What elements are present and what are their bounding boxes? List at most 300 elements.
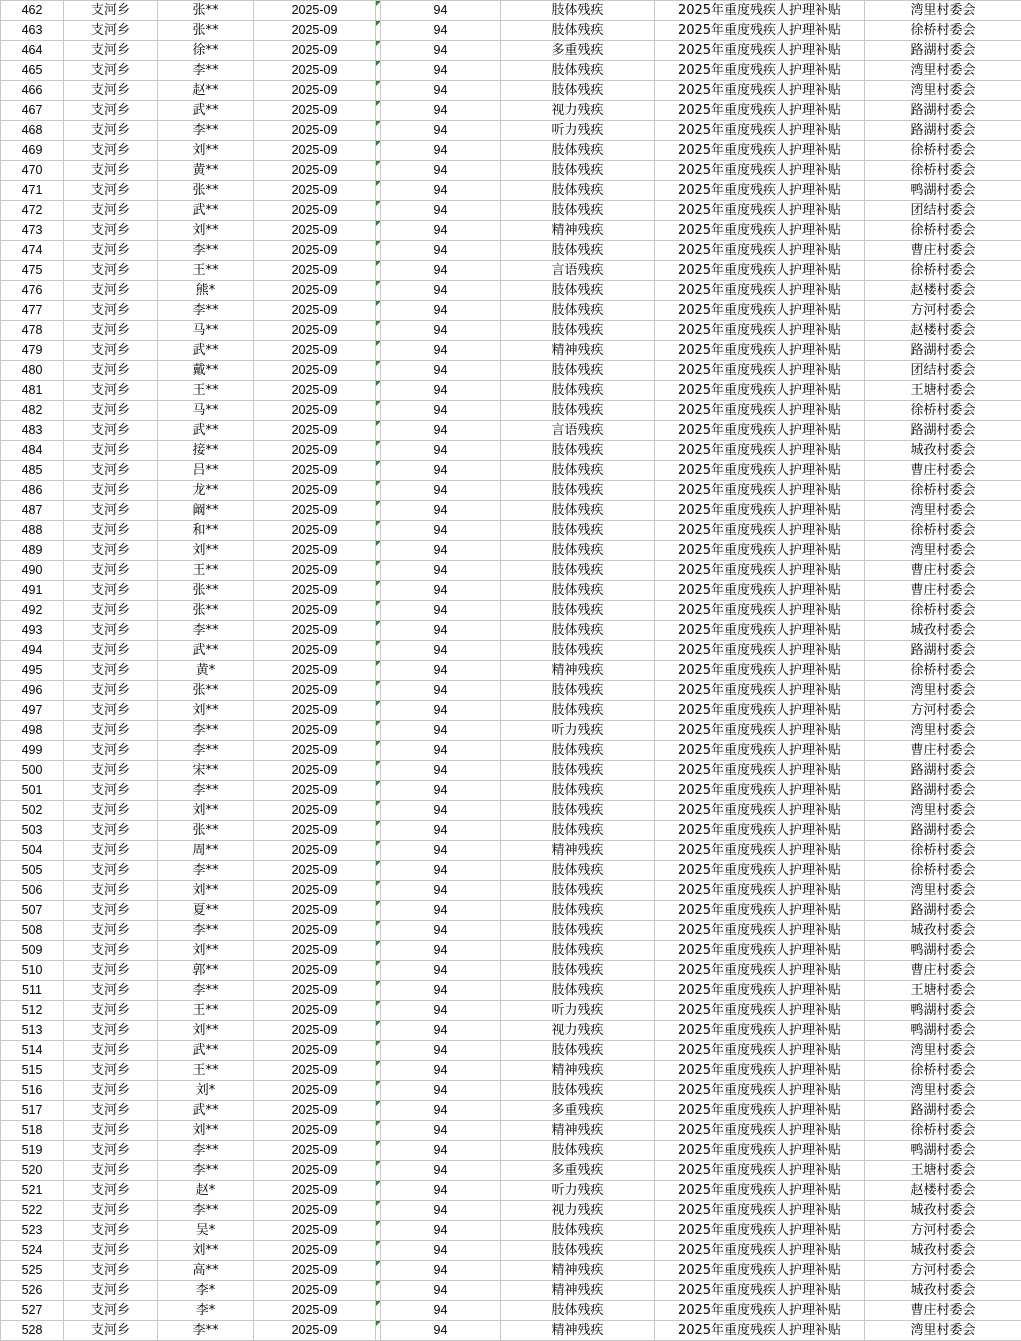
period-cell[interactable]: 2025-09 — [254, 901, 376, 921]
village-cell[interactable]: 湾里村委会 — [865, 81, 1021, 101]
amount-cell[interactable]: 94 — [381, 1201, 501, 1221]
village-cell[interactable]: 路湖村委会 — [865, 781, 1021, 801]
blank-cell[interactable] — [376, 1161, 381, 1181]
name-cell[interactable]: 马** — [158, 321, 254, 341]
period-cell[interactable]: 2025-09 — [254, 761, 376, 781]
disability-type-cell[interactable]: 言语残疾 — [501, 261, 655, 281]
blank-cell[interactable] — [376, 621, 381, 641]
village-cell[interactable]: 路湖村委会 — [865, 901, 1021, 921]
name-cell[interactable]: 黄** — [158, 161, 254, 181]
township-cell[interactable]: 支河乡 — [64, 701, 158, 721]
township-cell[interactable]: 支河乡 — [64, 141, 158, 161]
township-cell[interactable]: 支河乡 — [64, 861, 158, 881]
name-cell[interactable]: 武** — [158, 341, 254, 361]
subsidy-item-cell[interactable]: 2025年重度残疾人护理补贴 — [655, 1321, 865, 1341]
subsidy-item-cell[interactable]: 2025年重度残疾人护理补贴 — [655, 741, 865, 761]
name-cell[interactable]: 王** — [158, 261, 254, 281]
row-number-cell[interactable]: 462 — [1, 1, 64, 21]
amount-cell[interactable]: 94 — [381, 561, 501, 581]
row-number-cell[interactable]: 477 — [1, 301, 64, 321]
row-number-cell[interactable]: 499 — [1, 741, 64, 761]
name-cell[interactable]: 武** — [158, 1101, 254, 1121]
subsidy-item-cell[interactable]: 2025年重度残疾人护理补贴 — [655, 41, 865, 61]
township-cell[interactable]: 支河乡 — [64, 781, 158, 801]
township-cell[interactable]: 支河乡 — [64, 21, 158, 41]
row-number-cell[interactable]: 523 — [1, 1221, 64, 1241]
village-cell[interactable]: 路湖村委会 — [865, 41, 1021, 61]
township-cell[interactable]: 支河乡 — [64, 901, 158, 921]
disability-type-cell[interactable]: 精神残疾 — [501, 1061, 655, 1081]
village-cell[interactable]: 曹庄村委会 — [865, 241, 1021, 261]
township-cell[interactable]: 支河乡 — [64, 301, 158, 321]
subsidy-item-cell[interactable]: 2025年重度残疾人护理补贴 — [655, 1201, 865, 1221]
name-cell[interactable]: 武** — [158, 101, 254, 121]
township-cell[interactable]: 支河乡 — [64, 101, 158, 121]
township-cell[interactable]: 支河乡 — [64, 741, 158, 761]
township-cell[interactable]: 支河乡 — [64, 1081, 158, 1101]
amount-cell[interactable]: 94 — [381, 241, 501, 261]
subsidy-item-cell[interactable]: 2025年重度残疾人护理补贴 — [655, 921, 865, 941]
period-cell[interactable]: 2025-09 — [254, 141, 376, 161]
period-cell[interactable]: 2025-09 — [254, 1241, 376, 1261]
row-number-cell[interactable]: 504 — [1, 841, 64, 861]
name-cell[interactable]: 张** — [158, 1, 254, 21]
name-cell[interactable]: 李* — [158, 1301, 254, 1321]
township-cell[interactable]: 支河乡 — [64, 641, 158, 661]
name-cell[interactable]: 黄* — [158, 661, 254, 681]
disability-type-cell[interactable]: 肢体残疾 — [501, 501, 655, 521]
disability-type-cell[interactable]: 肢体残疾 — [501, 1301, 655, 1321]
period-cell[interactable]: 2025-09 — [254, 481, 376, 501]
row-number-cell[interactable]: 480 — [1, 361, 64, 381]
township-cell[interactable]: 支河乡 — [64, 261, 158, 281]
name-cell[interactable]: 王** — [158, 381, 254, 401]
amount-cell[interactable]: 94 — [381, 501, 501, 521]
blank-cell[interactable] — [376, 381, 381, 401]
blank-cell[interactable] — [376, 821, 381, 841]
name-cell[interactable]: 夏** — [158, 901, 254, 921]
disability-type-cell[interactable]: 肢体残疾 — [501, 801, 655, 821]
township-cell[interactable]: 支河乡 — [64, 1241, 158, 1261]
amount-cell[interactable]: 94 — [381, 1141, 501, 1161]
disability-type-cell[interactable]: 精神残疾 — [501, 661, 655, 681]
name-cell[interactable]: 张** — [158, 821, 254, 841]
amount-cell[interactable]: 94 — [381, 221, 501, 241]
row-number-cell[interactable]: 518 — [1, 1121, 64, 1141]
village-cell[interactable]: 湾里村委会 — [865, 1041, 1021, 1061]
row-number-cell[interactable]: 472 — [1, 201, 64, 221]
name-cell[interactable]: 马** — [158, 401, 254, 421]
village-cell[interactable]: 湾里村委会 — [865, 61, 1021, 81]
blank-cell[interactable] — [376, 681, 381, 701]
village-cell[interactable]: 路湖村委会 — [865, 101, 1021, 121]
blank-cell[interactable] — [376, 901, 381, 921]
period-cell[interactable]: 2025-09 — [254, 1281, 376, 1301]
village-cell[interactable]: 团结村委会 — [865, 361, 1021, 381]
disability-type-cell[interactable]: 肢体残疾 — [501, 781, 655, 801]
name-cell[interactable]: 李** — [158, 921, 254, 941]
village-cell[interactable]: 徐桥村委会 — [865, 401, 1021, 421]
disability-type-cell[interactable]: 肢体残疾 — [501, 941, 655, 961]
amount-cell[interactable]: 94 — [381, 1301, 501, 1321]
row-number-cell[interactable]: 490 — [1, 561, 64, 581]
row-number-cell[interactable]: 487 — [1, 501, 64, 521]
amount-cell[interactable]: 94 — [381, 1261, 501, 1281]
subsidy-item-cell[interactable]: 2025年重度残疾人护理补贴 — [655, 1021, 865, 1041]
name-cell[interactable]: 宋** — [158, 761, 254, 781]
disability-type-cell[interactable]: 肢体残疾 — [501, 981, 655, 1001]
amount-cell[interactable]: 94 — [381, 1081, 501, 1101]
blank-cell[interactable] — [376, 261, 381, 281]
row-number-cell[interactable]: 470 — [1, 161, 64, 181]
period-cell[interactable]: 2025-09 — [254, 741, 376, 761]
subsidy-item-cell[interactable]: 2025年重度残疾人护理补贴 — [655, 221, 865, 241]
village-cell[interactable]: 曹庄村委会 — [865, 561, 1021, 581]
period-cell[interactable]: 2025-09 — [254, 821, 376, 841]
village-cell[interactable]: 徐桥村委会 — [865, 21, 1021, 41]
township-cell[interactable]: 支河乡 — [64, 501, 158, 521]
name-cell[interactable]: 王** — [158, 561, 254, 581]
subsidy-item-cell[interactable]: 2025年重度残疾人护理补贴 — [655, 1221, 865, 1241]
period-cell[interactable]: 2025-09 — [254, 621, 376, 641]
township-cell[interactable]: 支河乡 — [64, 921, 158, 941]
period-cell[interactable]: 2025-09 — [254, 61, 376, 81]
row-number-cell[interactable]: 526 — [1, 1281, 64, 1301]
township-cell[interactable]: 支河乡 — [64, 941, 158, 961]
amount-cell[interactable]: 94 — [381, 421, 501, 441]
period-cell[interactable]: 2025-09 — [254, 681, 376, 701]
period-cell[interactable]: 2025-09 — [254, 1081, 376, 1101]
subsidy-item-cell[interactable]: 2025年重度残疾人护理补贴 — [655, 581, 865, 601]
name-cell[interactable]: 刘** — [158, 1021, 254, 1041]
village-cell[interactable]: 曹庄村委会 — [865, 581, 1021, 601]
period-cell[interactable]: 2025-09 — [254, 301, 376, 321]
period-cell[interactable]: 2025-09 — [254, 181, 376, 201]
period-cell[interactable]: 2025-09 — [254, 1041, 376, 1061]
village-cell[interactable]: 湾里村委会 — [865, 801, 1021, 821]
subsidy-item-cell[interactable]: 2025年重度残疾人护理补贴 — [655, 961, 865, 981]
township-cell[interactable]: 支河乡 — [64, 561, 158, 581]
subsidy-item-cell[interactable]: 2025年重度残疾人护理补贴 — [655, 781, 865, 801]
period-cell[interactable]: 2025-09 — [254, 1221, 376, 1241]
period-cell[interactable]: 2025-09 — [254, 441, 376, 461]
period-cell[interactable]: 2025-09 — [254, 1141, 376, 1161]
period-cell[interactable]: 2025-09 — [254, 981, 376, 1001]
name-cell[interactable]: 李** — [158, 861, 254, 881]
period-cell[interactable]: 2025-09 — [254, 961, 376, 981]
name-cell[interactable]: 刘** — [158, 801, 254, 821]
row-number-cell[interactable]: 467 — [1, 101, 64, 121]
name-cell[interactable]: 吕** — [158, 461, 254, 481]
subsidy-item-cell[interactable]: 2025年重度残疾人护理补贴 — [655, 81, 865, 101]
name-cell[interactable]: 李** — [158, 1201, 254, 1221]
period-cell[interactable]: 2025-09 — [254, 1, 376, 21]
township-cell[interactable]: 支河乡 — [64, 1101, 158, 1121]
amount-cell[interactable]: 94 — [381, 601, 501, 621]
period-cell[interactable]: 2025-09 — [254, 1181, 376, 1201]
row-number-cell[interactable]: 508 — [1, 921, 64, 941]
blank-cell[interactable] — [376, 841, 381, 861]
row-number-cell[interactable]: 482 — [1, 401, 64, 421]
name-cell[interactable]: 张** — [158, 181, 254, 201]
row-number-cell[interactable]: 513 — [1, 1021, 64, 1041]
row-number-cell[interactable]: 485 — [1, 461, 64, 481]
period-cell[interactable]: 2025-09 — [254, 341, 376, 361]
subsidy-item-cell[interactable]: 2025年重度残疾人护理补贴 — [655, 541, 865, 561]
period-cell[interactable]: 2025-09 — [254, 881, 376, 901]
township-cell[interactable]: 支河乡 — [64, 221, 158, 241]
row-number-cell[interactable]: 512 — [1, 1001, 64, 1021]
row-number-cell[interactable]: 483 — [1, 421, 64, 441]
period-cell[interactable]: 2025-09 — [254, 81, 376, 101]
name-cell[interactable]: 刘* — [158, 1081, 254, 1101]
blank-cell[interactable] — [376, 341, 381, 361]
blank-cell[interactable] — [376, 161, 381, 181]
village-cell[interactable]: 湾里村委会 — [865, 721, 1021, 741]
amount-cell[interactable]: 94 — [381, 1101, 501, 1121]
village-cell[interactable]: 路湖村委会 — [865, 641, 1021, 661]
blank-cell[interactable] — [376, 1141, 381, 1161]
blank-cell[interactable] — [376, 1281, 381, 1301]
amount-cell[interactable]: 94 — [381, 701, 501, 721]
disability-type-cell[interactable]: 精神残疾 — [501, 841, 655, 861]
village-cell[interactable]: 湾里村委会 — [865, 681, 1021, 701]
subsidy-item-cell[interactable]: 2025年重度残疾人护理补贴 — [655, 1281, 865, 1301]
village-cell[interactable]: 城孜村委会 — [865, 921, 1021, 941]
period-cell[interactable]: 2025-09 — [254, 161, 376, 181]
township-cell[interactable]: 支河乡 — [64, 1181, 158, 1201]
period-cell[interactable]: 2025-09 — [254, 921, 376, 941]
amount-cell[interactable]: 94 — [381, 1221, 501, 1241]
subsidy-item-cell[interactable]: 2025年重度残疾人护理补贴 — [655, 521, 865, 541]
period-cell[interactable]: 2025-09 — [254, 1321, 376, 1341]
township-cell[interactable]: 支河乡 — [64, 121, 158, 141]
row-number-cell[interactable]: 491 — [1, 581, 64, 601]
subsidy-item-cell[interactable]: 2025年重度残疾人护理补贴 — [655, 1161, 865, 1181]
name-cell[interactable]: 武** — [158, 201, 254, 221]
subsidy-item-cell[interactable]: 2025年重度残疾人护理补贴 — [655, 1141, 865, 1161]
name-cell[interactable]: 刘** — [158, 701, 254, 721]
row-number-cell[interactable]: 465 — [1, 61, 64, 81]
name-cell[interactable]: 赵** — [158, 81, 254, 101]
name-cell[interactable]: 高** — [158, 1261, 254, 1281]
name-cell[interactable]: 李** — [158, 301, 254, 321]
village-cell[interactable]: 徐桥村委会 — [865, 521, 1021, 541]
row-number-cell[interactable]: 486 — [1, 481, 64, 501]
subsidy-item-cell[interactable]: 2025年重度残疾人护理补贴 — [655, 1081, 865, 1101]
subsidy-item-cell[interactable]: 2025年重度残疾人护理补贴 — [655, 321, 865, 341]
disability-type-cell[interactable]: 肢体残疾 — [501, 61, 655, 81]
blank-cell[interactable] — [376, 21, 381, 41]
row-number-cell[interactable]: 502 — [1, 801, 64, 821]
amount-cell[interactable]: 94 — [381, 1121, 501, 1141]
blank-cell[interactable] — [376, 481, 381, 501]
amount-cell[interactable]: 94 — [381, 141, 501, 161]
village-cell[interactable]: 赵楼村委会 — [865, 1181, 1021, 1201]
blank-cell[interactable] — [376, 601, 381, 621]
name-cell[interactable]: 李** — [158, 1161, 254, 1181]
subsidy-item-cell[interactable]: 2025年重度残疾人护理补贴 — [655, 401, 865, 421]
blank-cell[interactable] — [376, 641, 381, 661]
row-number-cell[interactable]: 500 — [1, 761, 64, 781]
disability-type-cell[interactable]: 肢体残疾 — [501, 761, 655, 781]
name-cell[interactable]: 接** — [158, 441, 254, 461]
village-cell[interactable]: 王塘村委会 — [865, 981, 1021, 1001]
disability-type-cell[interactable]: 肢体残疾 — [501, 361, 655, 381]
name-cell[interactable]: 武** — [158, 1041, 254, 1061]
name-cell[interactable]: 李** — [158, 241, 254, 261]
amount-cell[interactable]: 94 — [381, 681, 501, 701]
amount-cell[interactable]: 94 — [381, 401, 501, 421]
blank-cell[interactable] — [376, 1001, 381, 1021]
disability-type-cell[interactable]: 肢体残疾 — [501, 581, 655, 601]
subsidy-item-cell[interactable]: 2025年重度残疾人护理补贴 — [655, 981, 865, 1001]
amount-cell[interactable]: 94 — [381, 1, 501, 21]
subsidy-item-cell[interactable]: 2025年重度残疾人护理补贴 — [655, 461, 865, 481]
period-cell[interactable]: 2025-09 — [254, 501, 376, 521]
name-cell[interactable]: 李** — [158, 1321, 254, 1341]
row-number-cell[interactable]: 497 — [1, 701, 64, 721]
period-cell[interactable]: 2025-09 — [254, 781, 376, 801]
name-cell[interactable]: 龙** — [158, 481, 254, 501]
name-cell[interactable]: 张** — [158, 601, 254, 621]
period-cell[interactable]: 2025-09 — [254, 721, 376, 741]
amount-cell[interactable]: 94 — [381, 901, 501, 921]
name-cell[interactable]: 李** — [158, 781, 254, 801]
name-cell[interactable]: 周** — [158, 841, 254, 861]
disability-type-cell[interactable]: 肢体残疾 — [501, 621, 655, 641]
township-cell[interactable]: 支河乡 — [64, 881, 158, 901]
township-cell[interactable]: 支河乡 — [64, 1021, 158, 1041]
amount-cell[interactable]: 94 — [381, 481, 501, 501]
township-cell[interactable]: 支河乡 — [64, 421, 158, 441]
disability-type-cell[interactable]: 肢体残疾 — [501, 861, 655, 881]
subsidy-item-cell[interactable]: 2025年重度残疾人护理补贴 — [655, 861, 865, 881]
subsidy-item-cell[interactable]: 2025年重度残疾人护理补贴 — [655, 301, 865, 321]
village-cell[interactable]: 湾里村委会 — [865, 881, 1021, 901]
subsidy-item-cell[interactable]: 2025年重度残疾人护理补贴 — [655, 161, 865, 181]
name-cell[interactable]: 刘** — [158, 881, 254, 901]
village-cell[interactable]: 徐桥村委会 — [865, 221, 1021, 241]
township-cell[interactable]: 支河乡 — [64, 61, 158, 81]
name-cell[interactable]: 刘** — [158, 1121, 254, 1141]
village-cell[interactable]: 徐桥村委会 — [865, 841, 1021, 861]
blank-cell[interactable] — [376, 61, 381, 81]
disability-type-cell[interactable]: 肢体残疾 — [501, 821, 655, 841]
village-cell[interactable]: 徐桥村委会 — [865, 481, 1021, 501]
blank-cell[interactable] — [376, 321, 381, 341]
amount-cell[interactable]: 94 — [381, 101, 501, 121]
subsidy-item-cell[interactable]: 2025年重度残疾人护理补贴 — [655, 881, 865, 901]
amount-cell[interactable]: 94 — [381, 181, 501, 201]
township-cell[interactable]: 支河乡 — [64, 441, 158, 461]
name-cell[interactable]: 李** — [158, 721, 254, 741]
blank-cell[interactable] — [376, 1321, 381, 1341]
subsidy-item-cell[interactable]: 2025年重度残疾人护理补贴 — [655, 441, 865, 461]
blank-cell[interactable] — [376, 1101, 381, 1121]
period-cell[interactable]: 2025-09 — [254, 561, 376, 581]
subsidy-item-cell[interactable]: 2025年重度残疾人护理补贴 — [655, 821, 865, 841]
amount-cell[interactable]: 94 — [381, 321, 501, 341]
disability-type-cell[interactable]: 精神残疾 — [501, 1261, 655, 1281]
village-cell[interactable]: 徐桥村委会 — [865, 661, 1021, 681]
subsidy-item-cell[interactable]: 2025年重度残疾人护理补贴 — [655, 281, 865, 301]
row-number-cell[interactable]: 466 — [1, 81, 64, 101]
amount-cell[interactable]: 94 — [381, 1041, 501, 1061]
disability-type-cell[interactable]: 肢体残疾 — [501, 381, 655, 401]
blank-cell[interactable] — [376, 1241, 381, 1261]
subsidy-item-cell[interactable]: 2025年重度残疾人护理补贴 — [655, 1041, 865, 1061]
blank-cell[interactable] — [376, 201, 381, 221]
township-cell[interactable]: 支河乡 — [64, 601, 158, 621]
disability-type-cell[interactable]: 多重残疾 — [501, 1101, 655, 1121]
disability-type-cell[interactable]: 肢体残疾 — [501, 481, 655, 501]
amount-cell[interactable]: 94 — [381, 821, 501, 841]
township-cell[interactable]: 支河乡 — [64, 521, 158, 541]
name-cell[interactable]: 王** — [158, 1061, 254, 1081]
disability-type-cell[interactable]: 肢体残疾 — [501, 281, 655, 301]
village-cell[interactable]: 曹庄村委会 — [865, 741, 1021, 761]
township-cell[interactable]: 支河乡 — [64, 1281, 158, 1301]
amount-cell[interactable]: 94 — [381, 201, 501, 221]
row-number-cell[interactable]: 476 — [1, 281, 64, 301]
village-cell[interactable]: 曹庄村委会 — [865, 461, 1021, 481]
township-cell[interactable]: 支河乡 — [64, 241, 158, 261]
period-cell[interactable]: 2025-09 — [254, 401, 376, 421]
village-cell[interactable]: 鸭湖村委会 — [865, 1141, 1021, 1161]
subsidy-item-cell[interactable]: 2025年重度残疾人护理补贴 — [655, 481, 865, 501]
amount-cell[interactable]: 94 — [381, 541, 501, 561]
village-cell[interactable]: 路湖村委会 — [865, 821, 1021, 841]
period-cell[interactable]: 2025-09 — [254, 601, 376, 621]
township-cell[interactable]: 支河乡 — [64, 1301, 158, 1321]
township-cell[interactable]: 支河乡 — [64, 461, 158, 481]
row-number-cell[interactable]: 503 — [1, 821, 64, 841]
row-number-cell[interactable]: 493 — [1, 621, 64, 641]
blank-cell[interactable] — [376, 801, 381, 821]
township-cell[interactable]: 支河乡 — [64, 961, 158, 981]
amount-cell[interactable]: 94 — [381, 621, 501, 641]
disability-type-cell[interactable]: 肢体残疾 — [501, 641, 655, 661]
row-number-cell[interactable]: 509 — [1, 941, 64, 961]
disability-type-cell[interactable]: 肢体残疾 — [501, 901, 655, 921]
township-cell[interactable]: 支河乡 — [64, 581, 158, 601]
amount-cell[interactable]: 94 — [381, 1061, 501, 1081]
subsidy-item-cell[interactable]: 2025年重度残疾人护理补贴 — [655, 1101, 865, 1121]
row-number-cell[interactable]: 522 — [1, 1201, 64, 1221]
amount-cell[interactable]: 94 — [381, 1181, 501, 1201]
amount-cell[interactable]: 94 — [381, 581, 501, 601]
disability-type-cell[interactable]: 视力残疾 — [501, 1021, 655, 1041]
blank-cell[interactable] — [376, 1301, 381, 1321]
township-cell[interactable]: 支河乡 — [64, 1, 158, 21]
subsidy-item-cell[interactable]: 2025年重度残疾人护理补贴 — [655, 181, 865, 201]
amount-cell[interactable]: 94 — [381, 1321, 501, 1341]
amount-cell[interactable]: 94 — [381, 441, 501, 461]
subsidy-item-cell[interactable]: 2025年重度残疾人护理补贴 — [655, 801, 865, 821]
row-number-cell[interactable]: 515 — [1, 1061, 64, 1081]
name-cell[interactable]: 徐** — [158, 41, 254, 61]
township-cell[interactable]: 支河乡 — [64, 81, 158, 101]
amount-cell[interactable]: 94 — [381, 801, 501, 821]
blank-cell[interactable] — [376, 701, 381, 721]
blank-cell[interactable] — [376, 81, 381, 101]
period-cell[interactable]: 2025-09 — [254, 521, 376, 541]
name-cell[interactable]: 刘** — [158, 941, 254, 961]
village-cell[interactable]: 城孜村委会 — [865, 1201, 1021, 1221]
row-number-cell[interactable]: 473 — [1, 221, 64, 241]
blank-cell[interactable] — [376, 861, 381, 881]
